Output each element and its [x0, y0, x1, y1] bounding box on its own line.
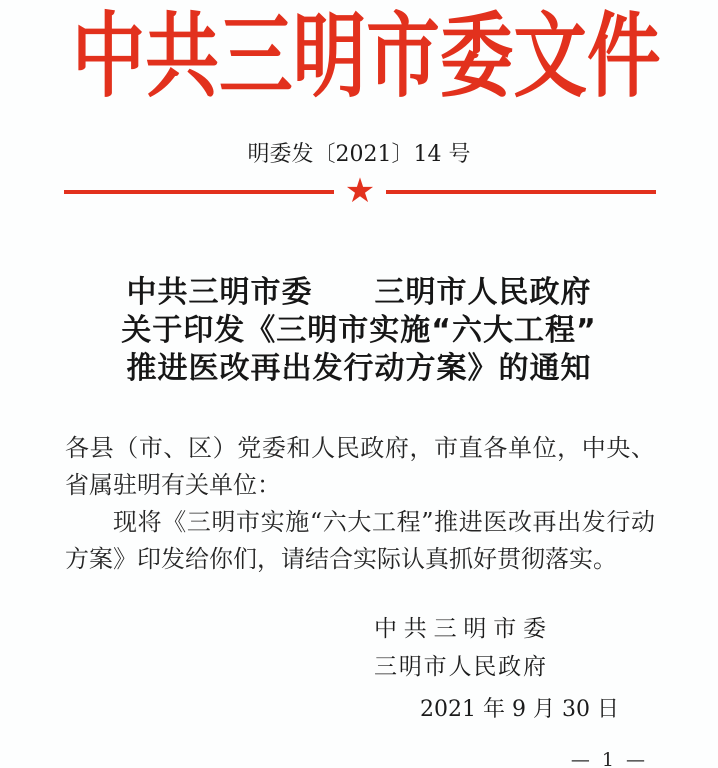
- signature-orgs: [374, 610, 546, 686]
- salutation-line: 各县（市、区）党委和人民政府，市直各单位，中央、省属驻明有关单位：: [65, 433, 655, 499]
- document-title: [0, 274, 718, 388]
- red-star-icon: ★: [344, 170, 376, 211]
- doc-number: 明委发〔2021〕14 号: [247, 141, 471, 167]
- title-line-2: 关于印发《三明市实施“六大工程”: [121, 312, 597, 348]
- signature-block: [0, 610, 718, 723]
- title-line-1: 中共三明市委 三明市人民政府: [126, 274, 592, 310]
- body-paragraph: 现将《三明市实施“六大工程”推进医改再出发行动方案》印发给你们，请结合实际认真抓好贯彻落实。: [65, 507, 655, 573]
- page-number: — 1 —: [570, 748, 648, 768]
- divider-line-right: [386, 190, 656, 194]
- title-line-3: 推进医改再出发行动方案》的通知: [126, 350, 592, 386]
- signature-date: 2021 年 9 月 30 日: [420, 696, 619, 722]
- red-divider: [64, 170, 656, 211]
- signature-org-1: 中共三明市委: [374, 615, 546, 642]
- signature-org-2: 三明市人民政府: [374, 653, 546, 680]
- document-body: [65, 430, 655, 578]
- masthead-title: 中共三明市委文件: [71, 2, 661, 110]
- divider-line-left: [64, 190, 334, 194]
